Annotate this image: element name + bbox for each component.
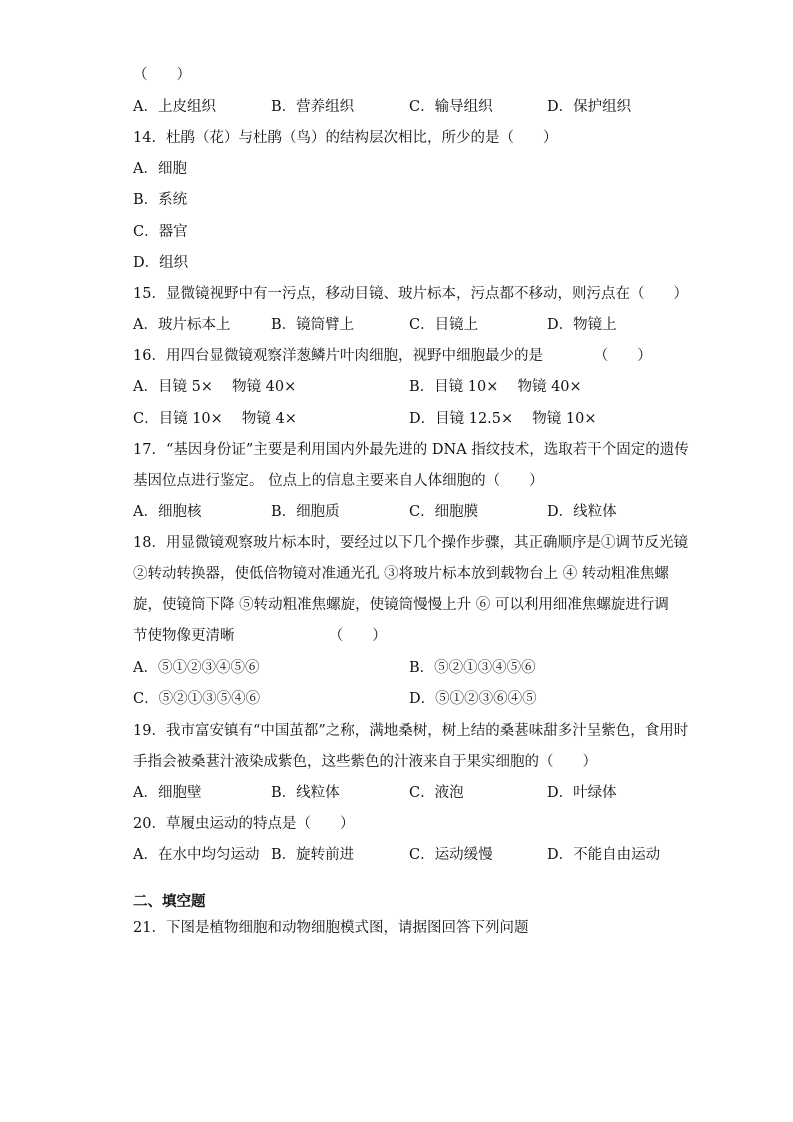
q15-option-c: C．目镜上 bbox=[409, 317, 479, 333]
q19-stem-line-1: 19．我市富安镇有“中国茧都”之称，满地桑树，树上结的桑葚味甜多汁呈紫色，食用时 bbox=[133, 723, 689, 739]
q16-option-c: C．目镜 10× 物镜 4× bbox=[133, 411, 297, 427]
q15-option-d: D．物镜上 bbox=[547, 317, 617, 333]
q18-option-c: C．⑤②①③⑤④⑥ bbox=[133, 691, 261, 707]
q18-stem-line-4: 节使物像更清晰 （ ） bbox=[133, 628, 387, 644]
q19-option-c: C．液泡 bbox=[409, 785, 464, 801]
q14-option-b: B．系统 bbox=[133, 192, 188, 208]
q19-stem-line-2: 手指会被桑葚汁液染成紫色，这些紫色的汁液来自于果实细胞的（ ） bbox=[133, 754, 597, 770]
q18-stem-line-2: ②转动转换器，使低倍物镜对准通光孔 ③将玻片标本放到载物台上 ④ 转动粗准焦螺 bbox=[133, 566, 669, 582]
q19-option-b: B．线粒体 bbox=[271, 785, 340, 801]
q17-option-d: D．线粒体 bbox=[547, 504, 617, 520]
q16-option-d: D．目镜 12.5× 物镜 10× bbox=[409, 411, 597, 427]
q14-option-c: C．器官 bbox=[133, 224, 188, 240]
q13-option-c: C．输导组织 bbox=[409, 99, 493, 115]
q17-stem-line-1: 17．“基因身份证”主要是利用国内外最先进的 DNA 指纹技术，选取若干个固定的遗传 bbox=[133, 442, 689, 458]
q20-option-d: D．不能自由运动 bbox=[547, 847, 661, 863]
q13-blank: （ ） bbox=[133, 67, 191, 83]
q14-option-a: A．细胞 bbox=[133, 161, 187, 177]
q16-option-a: A．目镜 5× 物镜 40× bbox=[133, 379, 297, 395]
q15-option-a: A．玻片标本上 bbox=[133, 317, 231, 333]
q16-option-b: B．目镜 10× 物镜 40× bbox=[409, 379, 582, 395]
q18-option-d: D．⑤①②③⑥④⑤ bbox=[409, 691, 537, 707]
q13-option-d: D．保护组织 bbox=[547, 99, 632, 115]
q18-stem-line-3: 旋，使镜筒下降 ⑤转动粗准焦螺旋，使镜筒慢慢上升 ⑥ 可以利用细准焦螺旋进行调 bbox=[133, 597, 669, 613]
q17-option-c: C．细胞膜 bbox=[409, 504, 479, 520]
q20-option-a: A．在水中均匀运动 bbox=[133, 847, 260, 863]
q20-option-c: C．运动缓慢 bbox=[409, 847, 493, 863]
q14-option-d: D．组织 bbox=[133, 255, 189, 271]
q19-option-d: D．叶绿体 bbox=[547, 785, 617, 801]
q13-option-a: A．上皮组织 bbox=[133, 99, 216, 115]
q20-option-b: B．旋转前进 bbox=[271, 847, 355, 863]
q13-option-b: B．营养组织 bbox=[271, 99, 355, 115]
q17-option-a: A．细胞核 bbox=[133, 504, 202, 520]
q20-stem: 20．草履虫运动的特点是（ ） bbox=[133, 816, 355, 832]
q17-option-b: B．细胞质 bbox=[271, 504, 340, 520]
q14-stem: 14．杜鹃（花）与杜鹃（鸟）的结构层次相比，所少的是（ ） bbox=[133, 130, 558, 146]
q18-stem-line-1: 18．用显微镜观察玻片标本时，要经过以下几个操作步骤，其正确顺序是①调节反光镜 bbox=[133, 535, 688, 551]
q18-option-b: B．⑤②①③④⑤⑥ bbox=[409, 660, 536, 676]
q15-option-b: B．镜筒臂上 bbox=[271, 317, 355, 333]
q17-stem-line-2: 基因位点进行鉴定。 位点上的信息主要来自人体细胞的（ ） bbox=[133, 473, 544, 489]
q21-stem: 21．下图是植物细胞和动物细胞模式图，请据图回答下列问题 bbox=[133, 920, 529, 936]
q18-option-a: A．⑤①②③④⑤⑥ bbox=[133, 660, 260, 676]
section-heading: 二、填空题 bbox=[133, 893, 206, 910]
q19-option-a: A．细胞壁 bbox=[133, 785, 202, 801]
q15-stem: 15．显微镜视野中有一污点，移动目镜、玻片标本，污点都不移动，则污点在（ ） bbox=[133, 286, 688, 302]
q16-stem: 16．用四台显微镜观察洋葱鳞片叶肉细胞，视野中细胞最少的是 （ ） bbox=[133, 348, 652, 364]
